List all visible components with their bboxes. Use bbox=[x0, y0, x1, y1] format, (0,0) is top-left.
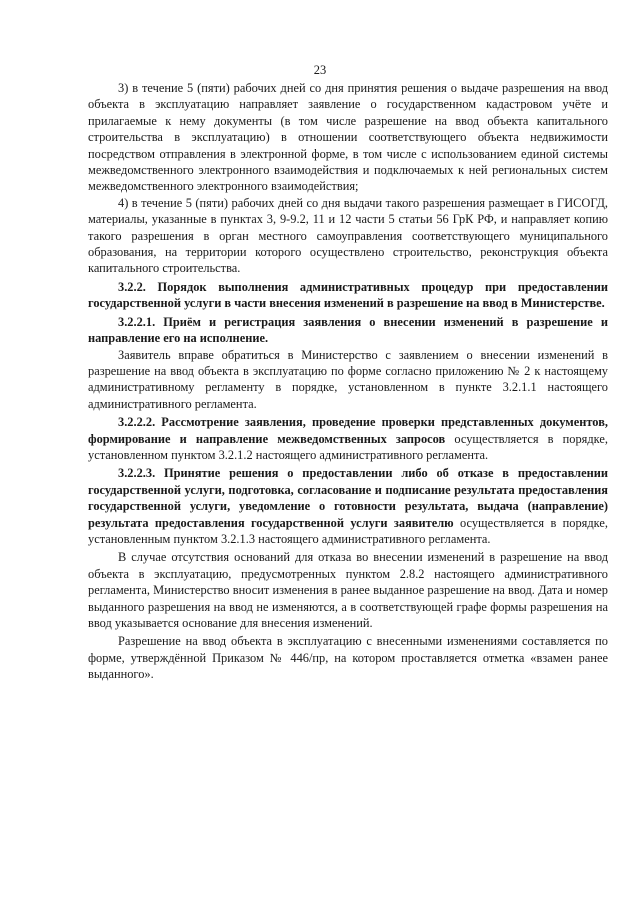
page-number: 23 bbox=[313, 63, 327, 77]
heading-text: 3.2.2. Порядок выполнения административных процедур при предоставлении государственной услуги в части внесения изменений в разрешение на ввод в Министерстве. bbox=[88, 279, 608, 311]
paragraph-form: Разрешение на ввод объекта в эксплуатацию с внесенными изменениями составляется по форме, утверждённой Приказом № 446/пр, на котором проставляется отметка «взамен ранее выданного». bbox=[88, 634, 608, 682]
heading-text: 3.2.2.3. Принятие решения о предоставлении либо об отказе в предоставлении государственной услуги, подготовка, согласование и подписание результата предоставления государственной услуги, уведомление о готовности результата, выдача (направление) результата предоставления государственной услуги заявителю bbox=[88, 466, 608, 530]
heading-text: 3.2.2.1. Приём и регистрация заявления о внесении изменений в разрешение и направление его на исполнение. bbox=[88, 314, 608, 346]
section-heading-3-2-2-1 bbox=[88, 314, 608, 347]
section-text: осуществляется в порядке, установленным пунктом 3.2.1.3 настоящего административного регламента. bbox=[88, 515, 608, 546]
paragraph-item-4: 4) в течение 5 (пяти) рабочих дней со дня выдачи такого разрешения размещает в ГИСОГД, материалы, указанные в пунктах 3, 9-9.2, 11 и 12 части 5 статьи 56 ГрК РФ, и направляет копию такого разрешения в орган местного самоуправления соответствующего муниципального образования, на территории которого осуществлено строительство, реконструкция объекта капитального строительства. bbox=[88, 195, 608, 276]
paragraph-item-3: 3) в течение 5 (пяти) рабочих дней со дня принятия решения о выдаче разрешения на ввод объекта в эксплуатацию направляет заявление о государственном кадастровом учёте и прилагаемые к нему документы (в том числе разрешение на ввод объекта капитального строительства в эксплуатацию) в отношении соответствующего объекта недвижимости посредством отправления в электронной форме, в том числе с использованием единой системы межведомственного электронного взаимодействия и подключаемых к ней региональных систем межведомственного электронного взаимодействия; bbox=[88, 81, 608, 194]
section-text: осуществляется в порядке, установленном пунктом 3.2.1.2 настоящего административного регламента. bbox=[88, 431, 608, 462]
section-heading-3-2-2 bbox=[88, 279, 608, 312]
section-3-2-2-3 bbox=[88, 465, 608, 547]
document-body bbox=[88, 80, 608, 683]
section-3-2-2-2 bbox=[88, 414, 608, 463]
paragraph-refusal: В случае отсутствия оснований для отказа во внесении изменений в разрешение на ввод объекта в эксплуатацию, предусмотренных пунктом 2.8.2 настоящего административного регламента, Министерство вносит изменения в ранее выданное разрешение на ввод. Дата и номер выданного разрешения на ввод не изменяются, а в соответствующей графе формы разрешения на ввод указывается основание для внесения изменений. bbox=[88, 550, 608, 630]
heading-text: 3.2.2.2. Рассмотрение заявления, проведение проверки представленных документов, формирование и направление межведомственных запросов bbox=[88, 415, 608, 446]
paragraph-3-2-2-1: Заявитель вправе обратиться в Министерство с заявлением о внесении изменений в разрешение на ввод объекта в эксплуатацию по форме согласно приложению № 2 к настоящему административному регламенту в порядке, установленном в пункте 3.2.1.1 настоящего административного регламента. bbox=[88, 347, 608, 411]
